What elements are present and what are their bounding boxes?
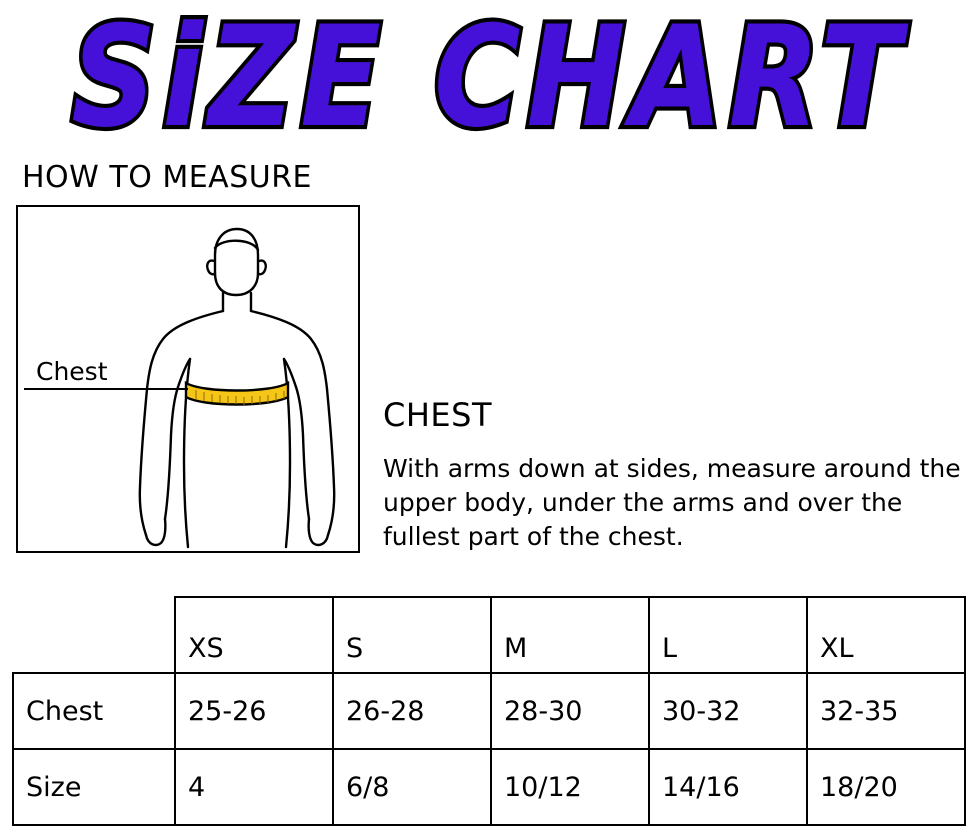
cell-size-s: 6/8 xyxy=(333,749,491,825)
cell-chest-l: 30-32 xyxy=(649,673,807,749)
cell-size-xl: 18/20 xyxy=(807,749,965,825)
table-corner-cell xyxy=(13,597,175,673)
page-title: SiZE CHART xyxy=(71,0,907,159)
table-header-l: L xyxy=(649,597,807,673)
description-body: With arms down at sides, measure around the upper body, under the arms and over the fullest part of the chest. xyxy=(383,454,961,551)
tape-measure-icon xyxy=(186,383,288,405)
table-header-xs: XS xyxy=(175,597,333,673)
table-row xyxy=(13,749,965,825)
row-label-chest: Chest xyxy=(13,673,175,749)
chest-measure-label: Chest xyxy=(36,357,108,386)
cell-size-xs: 4 xyxy=(175,749,333,825)
table-header-xl: XL xyxy=(807,597,965,673)
cell-size-l: 14/16 xyxy=(649,749,807,825)
cell-chest-xl: 32-35 xyxy=(807,673,965,749)
cell-size-m: 10/12 xyxy=(491,749,649,825)
table-row xyxy=(13,673,965,749)
size-chart-table xyxy=(12,596,966,826)
table-header-row xyxy=(13,597,965,673)
how-to-measure-heading: HOW TO MEASURE xyxy=(22,160,313,195)
description-heading: CHEST xyxy=(383,396,492,434)
row-label-size: Size xyxy=(13,749,175,825)
table-header-s: S xyxy=(333,597,491,673)
cell-chest-m: 28-30 xyxy=(491,673,649,749)
table-header-m: M xyxy=(491,597,649,673)
cell-chest-s: 26-28 xyxy=(333,673,491,749)
cell-chest-xs: 25-26 xyxy=(175,673,333,749)
